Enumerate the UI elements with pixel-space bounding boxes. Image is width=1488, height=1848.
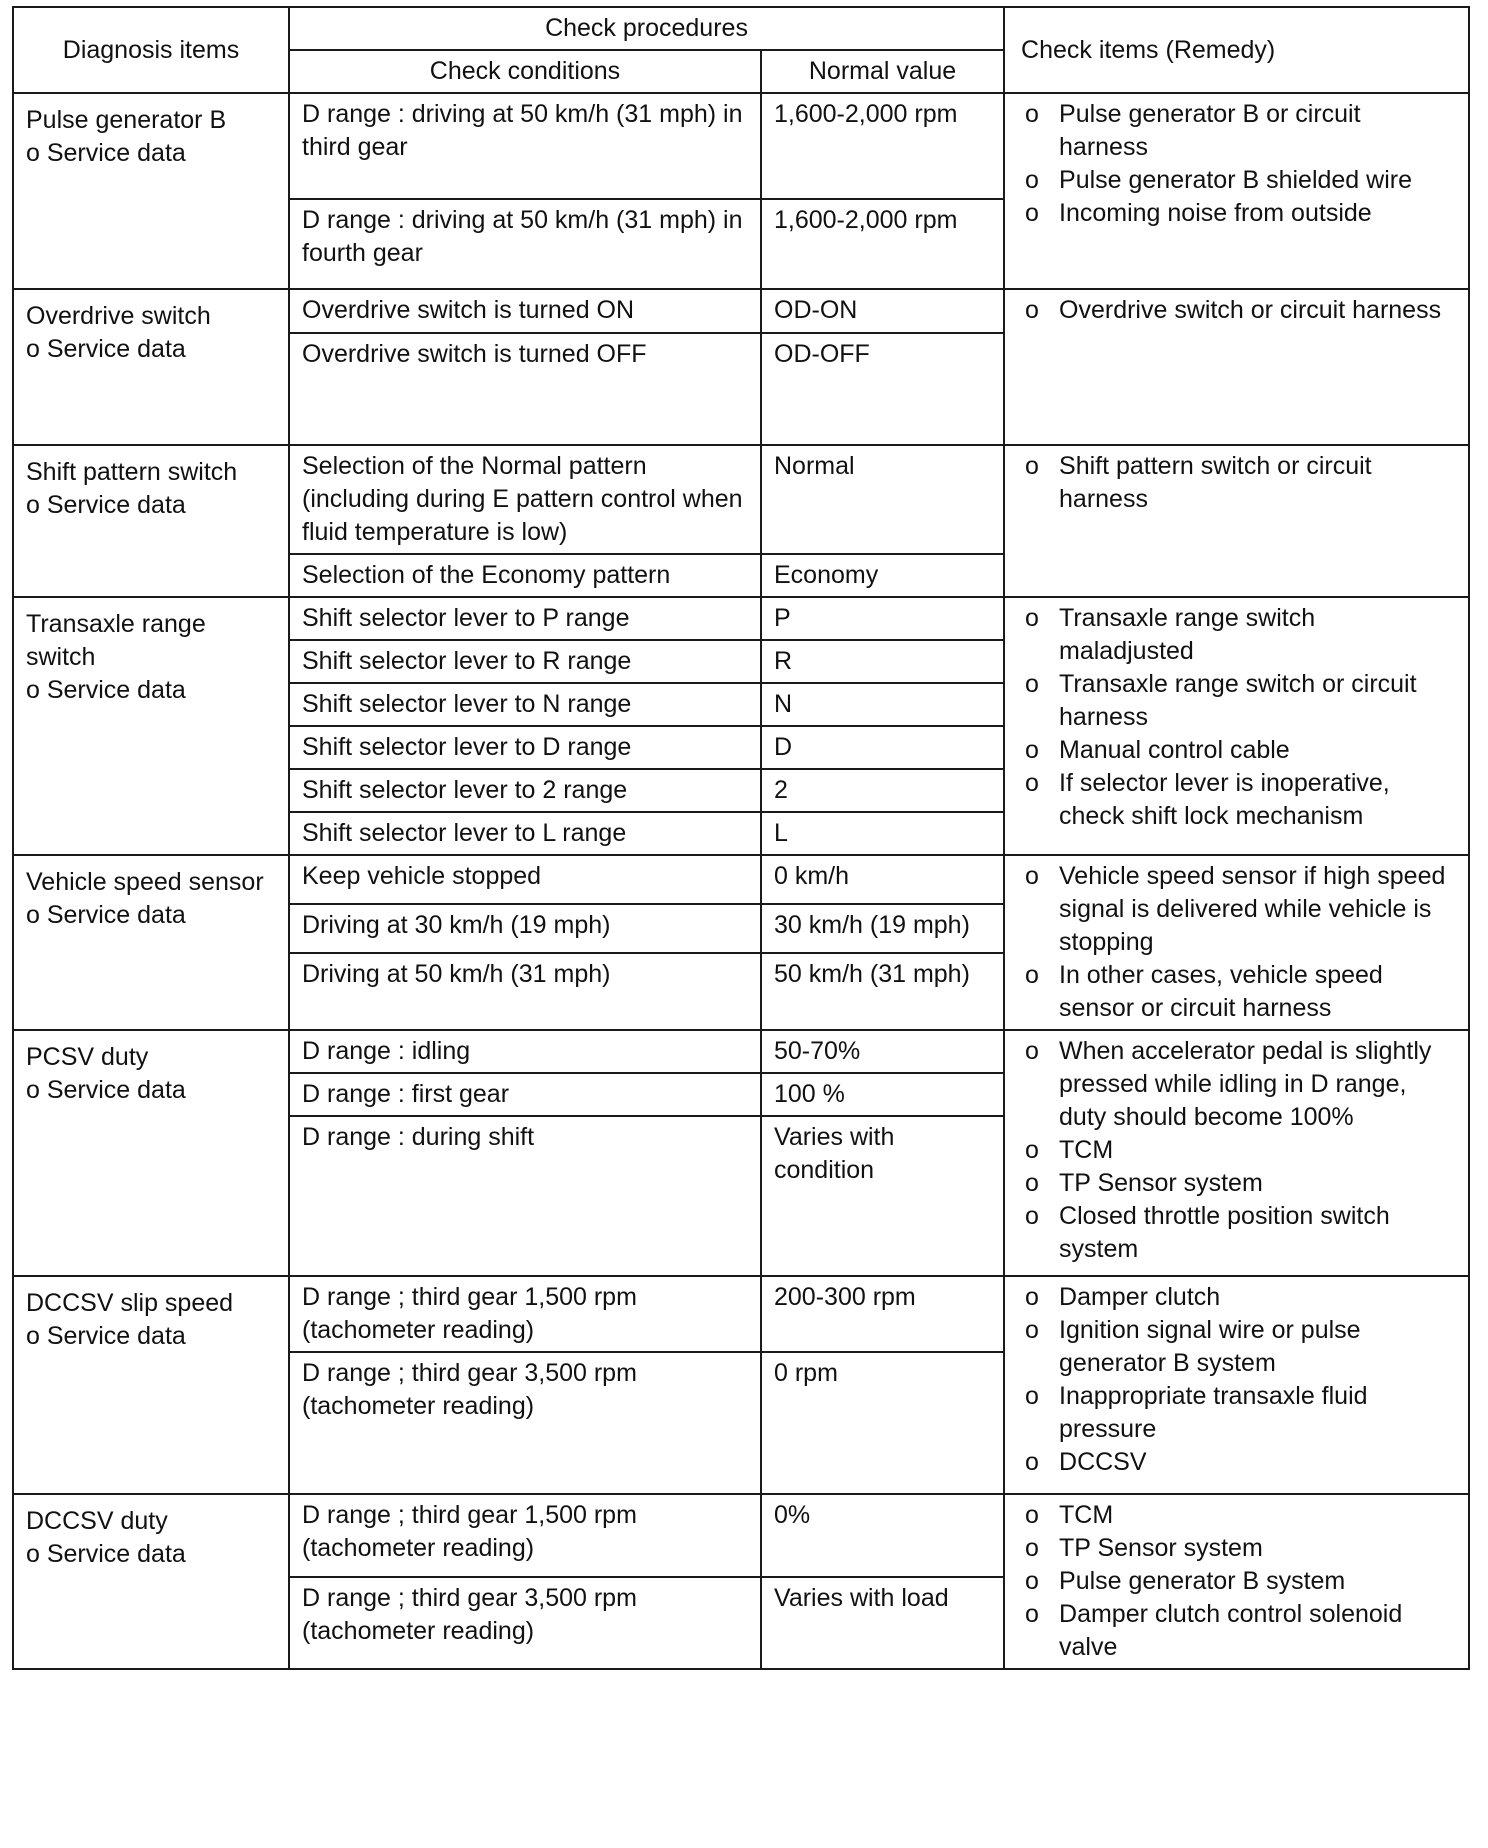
- normal-value-cell: 1,600-2,000 rpm: [761, 199, 1004, 289]
- normal-value-cell: OD-ON: [761, 289, 1004, 333]
- check-condition-cell: Keep vehicle stopped: [289, 855, 761, 904]
- normal-value-cell: 50-70%: [761, 1030, 1004, 1073]
- diagnosis-item-subtitle: o Service data: [26, 491, 186, 519]
- remedy-list: [1017, 860, 1456, 1025]
- remedy-list-item: o TCM: [1017, 1134, 1456, 1167]
- diagnosis-item-name: DCCSV duty: [26, 1507, 168, 1535]
- table-row: [13, 445, 1469, 554]
- diagnosis-item-cell: [13, 445, 289, 597]
- check-condition-cell: D range ; third gear 3,500 rpm (tachometer reading): [289, 1577, 761, 1669]
- check-condition-cell: Shift selector lever to N range: [289, 683, 761, 726]
- table-row: [13, 1030, 1469, 1073]
- diagnosis-item-name: Shift pattern switch: [26, 458, 238, 486]
- table-body: [13, 93, 1469, 1669]
- remedy-list-item: o In other cases, vehicle speed sensor or circuit harness: [1017, 959, 1456, 1025]
- remedy-list-item: o TP Sensor system: [1017, 1532, 1456, 1565]
- remedy-cell: [1004, 597, 1469, 855]
- check-condition-cell: D range : driving at 50 km/h (31 mph) in third gear: [289, 93, 761, 199]
- check-condition-cell: D range ; third gear 1,500 rpm (tachometer reading): [289, 1494, 761, 1577]
- diagnosis-item-name: PCSV duty: [26, 1043, 149, 1071]
- check-condition-cell: D range : first gear: [289, 1073, 761, 1116]
- check-condition-cell: D range ; third gear 1,500 rpm (tachometer reading): [289, 1276, 761, 1352]
- remedy-list: [1017, 1035, 1456, 1266]
- normal-value-cell: 50 km/h (31 mph): [761, 953, 1004, 1030]
- diagnosis-item-subtitle: o Service data: [26, 676, 186, 704]
- header-normal-value: Normal value: [761, 50, 1004, 93]
- remedy-list-item: o Ignition signal wire or pulse generator B system: [1017, 1314, 1456, 1380]
- remedy-list-item: o Overdrive switch or circuit harness: [1017, 294, 1456, 327]
- normal-value-cell: R: [761, 640, 1004, 683]
- service-data-table: [12, 6, 1470, 1670]
- check-condition-cell: Shift selector lever to R range: [289, 640, 761, 683]
- normal-value-cell: Varies with condition: [761, 1116, 1004, 1276]
- remedy-cell: [1004, 93, 1469, 289]
- normal-value-cell: P: [761, 597, 1004, 640]
- normal-value-cell: OD-OFF: [761, 333, 1004, 445]
- normal-value-cell: 100 %: [761, 1073, 1004, 1116]
- header-check-conditions: Check conditions: [289, 50, 761, 93]
- table-row: [13, 93, 1469, 199]
- diagnosis-item-cell: [13, 855, 289, 1030]
- normal-value-cell: 200-300 rpm: [761, 1276, 1004, 1352]
- remedy-list-item: o Closed throttle position switch system: [1017, 1200, 1456, 1266]
- remedy-list-item: o Transaxle range switch maladjusted: [1017, 602, 1456, 668]
- normal-value-cell: N: [761, 683, 1004, 726]
- diagnosis-item-name: DCCSV slip speed: [26, 1289, 234, 1317]
- remedy-list: [1017, 1499, 1456, 1664]
- diagnosis-item-cell: [13, 1276, 289, 1494]
- diagnosis-item-subtitle: o Service data: [26, 1076, 186, 1104]
- check-condition-cell: Selection of the Normal pattern (including during E pattern control when fluid temperature is low): [289, 445, 761, 554]
- normal-value-cell: Normal: [761, 445, 1004, 554]
- diagnosis-item-subtitle: o Service data: [26, 139, 186, 167]
- normal-value-cell: 0 km/h: [761, 855, 1004, 904]
- remedy-list-item: o Pulse generator B system: [1017, 1565, 1456, 1598]
- remedy-list-item: o Pulse generator B shielded wire: [1017, 164, 1456, 197]
- remedy-list-item: o If selector lever is inoperative, check shift lock mechanism: [1017, 767, 1456, 833]
- check-condition-cell: D range : driving at 50 km/h (31 mph) in fourth gear: [289, 199, 761, 289]
- normal-value-cell: L: [761, 812, 1004, 855]
- diagnosis-item-cell: [13, 289, 289, 445]
- diagnosis-item-subtitle: o Service data: [26, 335, 186, 363]
- diagnosis-item-name: Transaxle range switch: [26, 610, 206, 671]
- remedy-list-item: o Vehicle speed sensor if high speed signal is delivered while vehicle is stopping: [1017, 860, 1456, 959]
- table-row: [13, 597, 1469, 640]
- remedy-list-item: o Manual control cable: [1017, 734, 1456, 767]
- remedy-list-item: o TCM: [1017, 1499, 1456, 1532]
- normal-value-cell: Varies with load: [761, 1577, 1004, 1669]
- remedy-list-item: o Incoming noise from outside: [1017, 197, 1456, 230]
- remedy-list: [1017, 1281, 1456, 1479]
- normal-value-cell: 2: [761, 769, 1004, 812]
- service-data-table-container: [12, 6, 1468, 1670]
- check-condition-cell: Shift selector lever to D range: [289, 726, 761, 769]
- remedy-list: [1017, 602, 1456, 833]
- remedy-cell: [1004, 1494, 1469, 1669]
- diagnosis-item-cell: [13, 1030, 289, 1276]
- check-condition-cell: Driving at 30 km/h (19 mph): [289, 904, 761, 953]
- check-condition-cell: Overdrive switch is turned OFF: [289, 333, 761, 445]
- diagnosis-item-subtitle: o Service data: [26, 1322, 186, 1350]
- check-condition-cell: Selection of the Economy pattern: [289, 554, 761, 597]
- table-row: [13, 855, 1469, 904]
- diagnosis-item-cell: [13, 1494, 289, 1669]
- remedy-list-item: o Damper clutch: [1017, 1281, 1456, 1314]
- remedy-cell: [1004, 855, 1469, 1030]
- diagnosis-item-name: Overdrive switch: [26, 302, 211, 330]
- table-row: [13, 1494, 1469, 1577]
- normal-value-cell: 1,600-2,000 rpm: [761, 93, 1004, 199]
- remedy-cell: [1004, 445, 1469, 597]
- remedy-list-item: o TP Sensor system: [1017, 1167, 1456, 1200]
- remedy-cell: [1004, 1030, 1469, 1276]
- remedy-cell: [1004, 1276, 1469, 1494]
- diagnosis-item-cell: [13, 597, 289, 855]
- header-check-procedures: Check procedures: [289, 7, 1004, 50]
- header-check-items: Check items (Remedy): [1004, 7, 1469, 93]
- diagnosis-item-name: Vehicle speed sensor: [26, 868, 264, 896]
- diagnosis-item-name: Pulse generator B: [26, 106, 227, 134]
- remedy-list-item: o Transaxle range switch or circuit harness: [1017, 668, 1456, 734]
- check-condition-cell: D range : idling: [289, 1030, 761, 1073]
- remedy-list-item: o Pulse generator B or circuit harness: [1017, 98, 1456, 164]
- normal-value-cell: D: [761, 726, 1004, 769]
- check-condition-cell: D range ; third gear 3,500 rpm (tachometer reading): [289, 1352, 761, 1494]
- remedy-cell: [1004, 289, 1469, 445]
- table-row: [13, 289, 1469, 333]
- header-row-top: [13, 7, 1469, 50]
- check-condition-cell: Overdrive switch is turned ON: [289, 289, 761, 333]
- remedy-list: [1017, 98, 1456, 230]
- diagnosis-item-subtitle: o Service data: [26, 901, 186, 929]
- normal-value-cell: 0%: [761, 1494, 1004, 1577]
- table-row: [13, 1276, 1469, 1352]
- header-diagnosis-items: Diagnosis items: [13, 7, 289, 93]
- check-condition-cell: Driving at 50 km/h (31 mph): [289, 953, 761, 1030]
- check-condition-cell: Shift selector lever to L range: [289, 812, 761, 855]
- remedy-list-item: o When accelerator pedal is slightly pressed while idling in D range, duty should become 100%: [1017, 1035, 1456, 1134]
- diagnosis-item-subtitle: o Service data: [26, 1540, 186, 1568]
- remedy-list: [1017, 294, 1456, 327]
- check-condition-cell: D range : during shift: [289, 1116, 761, 1276]
- remedy-list-item: o Damper clutch control solenoid valve: [1017, 1598, 1456, 1664]
- normal-value-cell: 30 km/h (19 mph): [761, 904, 1004, 953]
- remedy-list-item: o Inappropriate transaxle fluid pressure: [1017, 1380, 1456, 1446]
- check-condition-cell: Shift selector lever to P range: [289, 597, 761, 640]
- remedy-list: [1017, 450, 1456, 516]
- remedy-list-item: o Shift pattern switch or circuit harness: [1017, 450, 1456, 516]
- remedy-list-item: o DCCSV: [1017, 1446, 1456, 1479]
- check-condition-cell: Shift selector lever to 2 range: [289, 769, 761, 812]
- normal-value-cell: Economy: [761, 554, 1004, 597]
- diagnosis-item-cell: [13, 93, 289, 289]
- normal-value-cell: 0 rpm: [761, 1352, 1004, 1494]
